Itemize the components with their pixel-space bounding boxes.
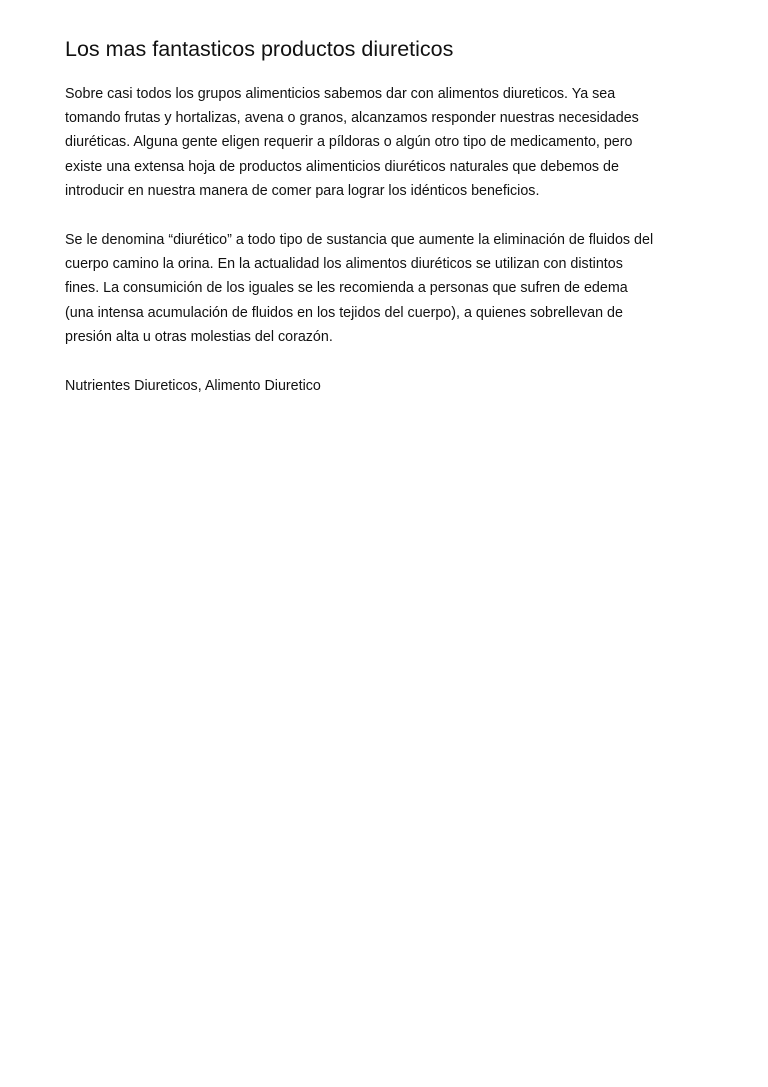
text-line: presión alta u otras molestias del corazón. [65, 328, 333, 345]
text-line: existe una extensa hoja de productos alimenticios diuréticos naturales que debemos de [65, 158, 619, 175]
text-line: fines. La consumición de los iguales se les recomienda a personas que sufren de edema [65, 280, 628, 297]
text-line: tomando frutas y hortalizas, avena o granos, alcanzamos responder nuestras necesidades [65, 110, 639, 127]
text-line: (una intensa acumulación de fluidos en los tejidos del cuerpo), a quienes sobrellevan de [65, 304, 623, 321]
text-line: Sobre casi todos los grupos alimenticios sabemos dar con alimentos diureticos. Ya sea [65, 86, 616, 102]
text-line: introducir en nuestra manera de comer para lograr los idénticos beneficios. [65, 182, 540, 199]
page-title: Los mas fantasticos productos diureticos [65, 37, 454, 61]
document-page [65, 30, 715, 398]
tags-line: Nutrientes Diureticos, Alimento Diuretico [65, 378, 321, 395]
paragraph-definition [65, 228, 715, 349]
text-line: Se le denomina “diurético” a todo tipo de sustancia que aumente la eliminación de fluidos del [65, 232, 654, 249]
text-line: diuréticas. Alguna gente eligen requerir a píldoras o algún otro tipo de medicamento, pero [65, 134, 633, 151]
paragraph-intro [65, 82, 715, 203]
text-line: cuerpo camino la orina. En la actualidad los alimentos diuréticos se utilizan con distintos [65, 256, 623, 273]
